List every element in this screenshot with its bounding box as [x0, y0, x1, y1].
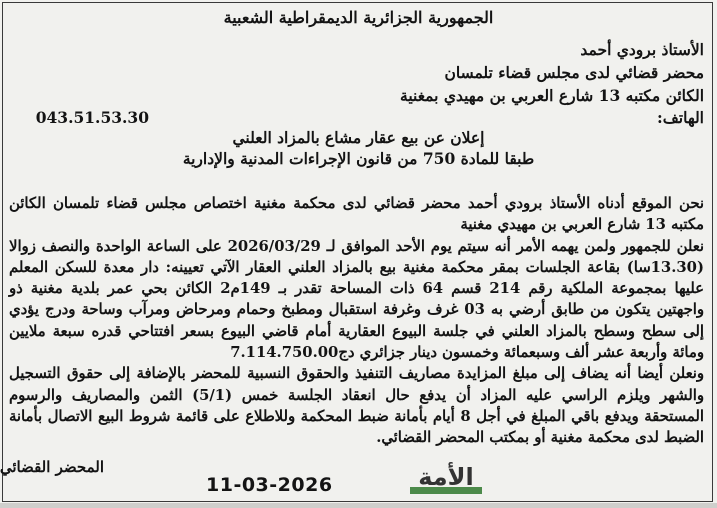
phone-label: الهاتف: — [657, 108, 704, 127]
bottom-rule — [0, 503, 717, 508]
newspaper-logo — [410, 459, 482, 497]
notice-subtitle: طبقا للمادة 750 من قانون الإجراءات المدنية والإدارية — [182, 149, 535, 168]
logo-text: الأمة — [418, 463, 474, 491]
office-address: الكائن مكتبه 13 شارع العربي بن مهيدي بمغنية — [400, 86, 704, 105]
sale-paragraph — [9, 236, 704, 364]
intro-paragraph: نحن الموقع أدناه الأستاذ برودي أحمد محضر قضائي لدى محكمة مغنية اختصاص مجلس قضاء تلمسان الكائن مكتبه 13 شارع العربي بن مهيدي مغنية — [9, 195, 704, 234]
notice-title: إعلان عن بيع عقار مشاع بالمزاد العلني — [232, 128, 485, 147]
publication-date: 11-03-2026 — [206, 474, 333, 496]
bailiff-name: الأستاذ برودي أحمد — [580, 40, 704, 59]
opening-price: 7.114.750.00دج — [230, 344, 355, 362]
notice-body — [9, 193, 704, 449]
bailiff-title: محضر قضائي لدى مجلس قضاء تلمسان — [444, 63, 704, 82]
conditions-paragraph: ونعلن أيضا أنه يضاف إلى مبلغ المزايدة مصاريف التنفيذ والحقوق النسبية للمحضر بالإضافة إلى حقوق التسجيل والشهر ويلزم الراسي عليه المزاد أن يدفع حال انعقاد الجلسة خمس (5/1) الثمن والمصاريف والرسوم المستحقة ويدفع باقي المبلغ في أجل 8 أيام بأمانة ضبط المحكمة وللاطلاع على قائمة شروط البيع الاتصال بأمانة الضبط لدى محكمة مغنية أو بمكتب المحضر القضائي. — [9, 365, 704, 447]
republic-heading: الجمهورية الجزائرية الديمقراطية الشعبية — [223, 8, 494, 27]
phone-number: 043.51.53.30 — [35, 108, 149, 127]
signature-title: المحضر القضائي — [0, 458, 104, 476]
sale-details: نعلن للجمهور ولمن يهمه الأمر أنه سيتم يوم الأحد الموافق لـ 2026/03/29 على الساعة الواحدة والنصف زوالا (13.30سا) بقاعة الجلسات بمقر محكمة مغنية بيع بالمزاد العلني العقار الآتي تعيينه: دار معدة للسكن المعلم عليها بمجموعة الملكية رقم 214 قسم 64 ذات المساحة تقدر بـ 149م2 الكائن بحي عمر بلدية مغنية ذو واجهتين يتكون من طابق أرضي به 03 غرف وغرفة استقبال ومطبخ وحمام ومرحاض ومرآب وساحة ودرج يؤدي إلى سطح وسطح بالمزاد العلني في جلسة البيوع العقارية أمام قاضي البيوع بسعر افتتاحي قدره سبعة ملايين ومائة وأربعة عشر ألف وسبعمائة وخمسون دينار جزائري — [9, 237, 704, 362]
